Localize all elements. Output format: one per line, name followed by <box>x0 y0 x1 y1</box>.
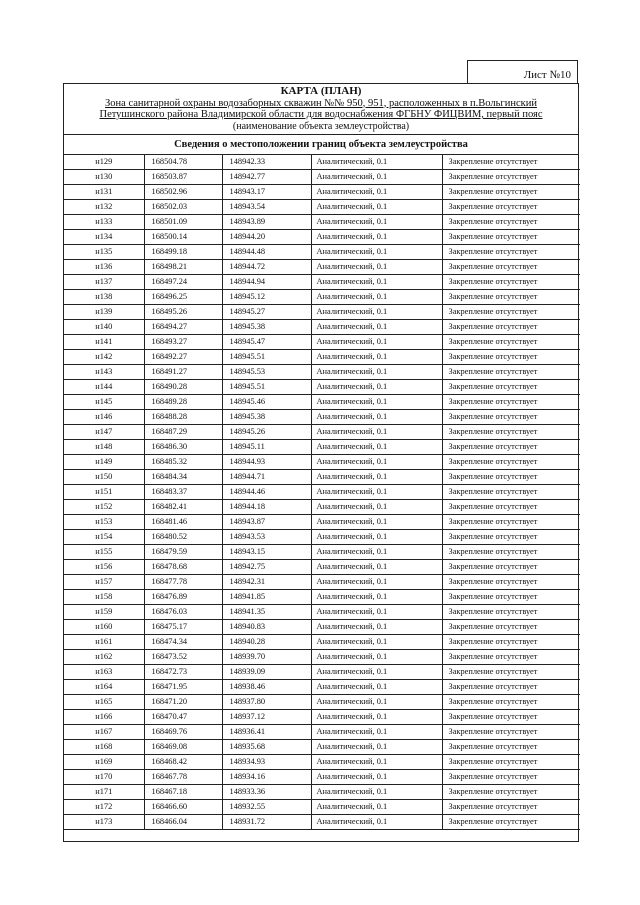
method-accuracy-cell: Аналитический, 0.1 <box>311 290 442 305</box>
y-coordinate-cell: 148935.68 <box>222 740 311 755</box>
point-id-cell: н170 <box>64 770 144 785</box>
fixation-cell: Закрепление отсутствует <box>442 785 580 800</box>
section-title: Сведения о местоположении границ объекта землеустройства <box>64 135 578 155</box>
y-coordinate-cell: 148943.15 <box>222 545 311 560</box>
method-accuracy-cell: Аналитический, 0.1 <box>311 485 442 500</box>
fixation-cell: Закрепление отсутствует <box>442 545 580 560</box>
y-coordinate-cell: 148944.93 <box>222 455 311 470</box>
point-id-cell: н131 <box>64 185 144 200</box>
table-row <box>64 605 580 620</box>
table-row <box>64 785 580 800</box>
fixation-cell: Закрепление отсутствует <box>442 695 580 710</box>
table-row <box>64 170 580 185</box>
fixation-cell: Закрепление отсутствует <box>442 770 580 785</box>
fixation-cell: Закрепление отсутствует <box>442 380 580 395</box>
y-coordinate-cell: 148940.28 <box>222 635 311 650</box>
document-frame <box>63 83 579 842</box>
x-coordinate-cell: 168490.28 <box>144 380 222 395</box>
x-coordinate-cell: 168489.28 <box>144 395 222 410</box>
x-coordinate-cell: 168469.08 <box>144 740 222 755</box>
method-accuracy-cell: Аналитический, 0.1 <box>311 245 442 260</box>
method-accuracy-cell: Аналитический, 0.1 <box>311 740 442 755</box>
point-id-cell: н130 <box>64 170 144 185</box>
table-row <box>64 515 580 530</box>
method-accuracy-cell: Аналитический, 0.1 <box>311 800 442 815</box>
method-accuracy-cell: Аналитический, 0.1 <box>311 365 442 380</box>
table-row <box>64 350 580 365</box>
x-coordinate-cell: 168497.24 <box>144 275 222 290</box>
fixation-cell: Закрепление отсутствует <box>442 800 580 815</box>
y-coordinate-cell: 148945.51 <box>222 350 311 365</box>
method-accuracy-cell: Аналитический, 0.1 <box>311 440 442 455</box>
method-accuracy-cell: Аналитический, 0.1 <box>311 785 442 800</box>
y-coordinate-cell: 148940.83 <box>222 620 311 635</box>
method-accuracy-cell: Аналитический, 0.1 <box>311 200 442 215</box>
object-name-line-1: Зона санитарной охраны водозаборных скважин №№ 950, 951, расположенных в п.Вольгинский <box>105 97 537 109</box>
fixation-cell: Закрепление отсутствует <box>442 755 580 770</box>
method-accuracy-cell: Аналитический, 0.1 <box>311 665 442 680</box>
point-id-cell: н136 <box>64 260 144 275</box>
fixation-cell: Закрепление отсутствует <box>442 365 580 380</box>
y-coordinate-cell: 148945.27 <box>222 305 311 320</box>
method-accuracy-cell: Аналитический, 0.1 <box>311 470 442 485</box>
point-id-cell: н137 <box>64 275 144 290</box>
fixation-cell: Закрепление отсутствует <box>442 335 580 350</box>
coordinates-table-body <box>64 155 580 830</box>
x-coordinate-cell: 168469.76 <box>144 725 222 740</box>
y-coordinate-cell: 148945.53 <box>222 365 311 380</box>
point-id-cell: н166 <box>64 710 144 725</box>
point-id-cell: н153 <box>64 515 144 530</box>
sheet-number-box <box>467 60 578 84</box>
fixation-cell: Закрепление отсутствует <box>442 200 580 215</box>
point-id-cell: н168 <box>64 740 144 755</box>
method-accuracy-cell: Аналитический, 0.1 <box>311 455 442 470</box>
y-coordinate-cell: 148939.70 <box>222 650 311 665</box>
fixation-cell: Закрепление отсутствует <box>442 275 580 290</box>
fixation-cell: Закрепление отсутствует <box>442 425 580 440</box>
fixation-cell: Закрепление отсутствует <box>442 530 580 545</box>
y-coordinate-cell: 148938.46 <box>222 680 311 695</box>
fixation-cell: Закрепление отсутствует <box>442 320 580 335</box>
y-coordinate-cell: 148945.26 <box>222 425 311 440</box>
y-coordinate-cell: 148939.09 <box>222 665 311 680</box>
y-coordinate-cell: 148945.38 <box>222 320 311 335</box>
table-row <box>64 575 580 590</box>
fixation-cell: Закрепление отсутствует <box>442 485 580 500</box>
method-accuracy-cell: Аналитический, 0.1 <box>311 545 442 560</box>
fixation-cell: Закрепление отсутствует <box>442 740 580 755</box>
point-id-cell: н150 <box>64 470 144 485</box>
fixation-cell: Закрепление отсутствует <box>442 155 580 170</box>
x-coordinate-cell: 168480.52 <box>144 530 222 545</box>
y-coordinate-cell: 148944.18 <box>222 500 311 515</box>
point-id-cell: н152 <box>64 500 144 515</box>
method-accuracy-cell: Аналитический, 0.1 <box>311 335 442 350</box>
y-coordinate-cell: 148931.72 <box>222 815 311 830</box>
method-accuracy-cell: Аналитический, 0.1 <box>311 590 442 605</box>
table-row <box>64 155 580 170</box>
x-coordinate-cell: 168477.78 <box>144 575 222 590</box>
point-id-cell: н169 <box>64 755 144 770</box>
fixation-cell: Закрепление отсутствует <box>442 185 580 200</box>
fixation-cell: Закрепление отсутствует <box>442 215 580 230</box>
fixation-cell: Закрепление отсутствует <box>442 680 580 695</box>
method-accuracy-cell: Аналитический, 0.1 <box>311 350 442 365</box>
y-coordinate-cell: 148944.94 <box>222 275 311 290</box>
x-coordinate-cell: 168471.20 <box>144 695 222 710</box>
table-row <box>64 245 580 260</box>
point-id-cell: н155 <box>64 545 144 560</box>
method-accuracy-cell: Аналитический, 0.1 <box>311 170 442 185</box>
table-row <box>64 230 580 245</box>
table-row <box>64 290 580 305</box>
fixation-cell: Закрепление отсутствует <box>442 575 580 590</box>
method-accuracy-cell: Аналитический, 0.1 <box>311 560 442 575</box>
table-row <box>64 755 580 770</box>
point-id-cell: н158 <box>64 590 144 605</box>
y-coordinate-cell: 148933.36 <box>222 785 311 800</box>
method-accuracy-cell: Аналитический, 0.1 <box>311 770 442 785</box>
method-accuracy-cell: Аналитический, 0.1 <box>311 305 442 320</box>
x-coordinate-cell: 168493.27 <box>144 335 222 350</box>
method-accuracy-cell: Аналитический, 0.1 <box>311 755 442 770</box>
x-coordinate-cell: 168504.78 <box>144 155 222 170</box>
point-id-cell: н163 <box>64 665 144 680</box>
x-coordinate-cell: 168494.27 <box>144 320 222 335</box>
x-coordinate-cell: 168478.68 <box>144 560 222 575</box>
point-id-cell: н129 <box>64 155 144 170</box>
table-row <box>64 815 580 830</box>
fixation-cell: Закрепление отсутствует <box>442 350 580 365</box>
table-row <box>64 530 580 545</box>
method-accuracy-cell: Аналитический, 0.1 <box>311 500 442 515</box>
y-coordinate-cell: 148945.11 <box>222 440 311 455</box>
x-coordinate-cell: 168485.32 <box>144 455 222 470</box>
fixation-cell: Закрепление отсутствует <box>442 560 580 575</box>
point-id-cell: н146 <box>64 410 144 425</box>
method-accuracy-cell: Аналитический, 0.1 <box>311 380 442 395</box>
y-coordinate-cell: 148934.93 <box>222 755 311 770</box>
point-id-cell: н143 <box>64 365 144 380</box>
table-row <box>64 680 580 695</box>
method-accuracy-cell: Аналитический, 0.1 <box>311 185 442 200</box>
fixation-cell: Закрепление отсутствует <box>442 515 580 530</box>
point-id-cell: н162 <box>64 650 144 665</box>
table-row <box>64 275 580 290</box>
point-id-cell: н139 <box>64 305 144 320</box>
method-accuracy-cell: Аналитический, 0.1 <box>311 230 442 245</box>
y-coordinate-cell: 148942.33 <box>222 155 311 170</box>
y-coordinate-cell: 148944.48 <box>222 245 311 260</box>
point-id-cell: н138 <box>64 290 144 305</box>
table-row <box>64 650 580 665</box>
point-id-cell: н133 <box>64 215 144 230</box>
y-coordinate-cell: 148945.51 <box>222 380 311 395</box>
y-coordinate-cell: 148944.71 <box>222 470 311 485</box>
x-coordinate-cell: 168488.28 <box>144 410 222 425</box>
point-id-cell: н164 <box>64 680 144 695</box>
x-coordinate-cell: 168495.26 <box>144 305 222 320</box>
y-coordinate-cell: 148943.54 <box>222 200 311 215</box>
method-accuracy-cell: Аналитический, 0.1 <box>311 575 442 590</box>
table-row <box>64 620 580 635</box>
x-coordinate-cell: 168479.59 <box>144 545 222 560</box>
point-id-cell: н159 <box>64 605 144 620</box>
method-accuracy-cell: Аналитический, 0.1 <box>311 815 442 830</box>
x-coordinate-cell: 168471.95 <box>144 680 222 695</box>
method-accuracy-cell: Аналитический, 0.1 <box>311 635 442 650</box>
x-coordinate-cell: 168503.87 <box>144 170 222 185</box>
table-row <box>64 470 580 485</box>
table-row <box>64 380 580 395</box>
x-coordinate-cell: 168491.27 <box>144 365 222 380</box>
fixation-cell: Закрепление отсутствует <box>442 605 580 620</box>
fixation-cell: Закрепление отсутствует <box>442 500 580 515</box>
table-row <box>64 695 580 710</box>
point-id-cell: н140 <box>64 320 144 335</box>
x-coordinate-cell: 168468.42 <box>144 755 222 770</box>
table-row <box>64 365 580 380</box>
method-accuracy-cell: Аналитический, 0.1 <box>311 710 442 725</box>
object-name-caption: (наименование объекта землеустройства) <box>232 120 410 132</box>
object-name-line-2: Петушинского района Владимирской области для водоснабжения ФГБНУ ФИЦВИМ, первый пояс <box>99 109 543 120</box>
method-accuracy-cell: Аналитический, 0.1 <box>311 260 442 275</box>
point-id-cell: н135 <box>64 245 144 260</box>
y-coordinate-cell: 148941.85 <box>222 590 311 605</box>
y-coordinate-cell: 148945.47 <box>222 335 311 350</box>
method-accuracy-cell: Аналитический, 0.1 <box>311 425 442 440</box>
y-coordinate-cell: 148943.87 <box>222 515 311 530</box>
method-accuracy-cell: Аналитический, 0.1 <box>311 680 442 695</box>
table-row <box>64 800 580 815</box>
y-coordinate-cell: 148942.31 <box>222 575 311 590</box>
method-accuracy-cell: Аналитический, 0.1 <box>311 155 442 170</box>
table-row <box>64 725 580 740</box>
table-row <box>64 425 580 440</box>
x-coordinate-cell: 168467.18 <box>144 785 222 800</box>
method-accuracy-cell: Аналитический, 0.1 <box>311 515 442 530</box>
fixation-cell: Закрепление отсутствует <box>442 725 580 740</box>
table-row <box>64 215 580 230</box>
x-coordinate-cell: 168472.73 <box>144 665 222 680</box>
y-coordinate-cell: 148942.77 <box>222 170 311 185</box>
x-coordinate-cell: 168481.46 <box>144 515 222 530</box>
y-coordinate-cell: 148943.53 <box>222 530 311 545</box>
x-coordinate-cell: 168482.41 <box>144 500 222 515</box>
point-id-cell: н144 <box>64 380 144 395</box>
x-coordinate-cell: 168496.25 <box>144 290 222 305</box>
y-coordinate-cell: 148936.41 <box>222 725 311 740</box>
x-coordinate-cell: 168499.18 <box>144 245 222 260</box>
y-coordinate-cell: 148937.12 <box>222 710 311 725</box>
fixation-cell: Закрепление отсутствует <box>442 590 580 605</box>
table-row <box>64 455 580 470</box>
fixation-cell: Закрепление отсутствует <box>442 290 580 305</box>
method-accuracy-cell: Аналитический, 0.1 <box>311 275 442 290</box>
table-row <box>64 710 580 725</box>
method-accuracy-cell: Аналитический, 0.1 <box>311 695 442 710</box>
x-coordinate-cell: 168467.78 <box>144 770 222 785</box>
x-coordinate-cell: 168487.29 <box>144 425 222 440</box>
x-coordinate-cell: 168470.47 <box>144 710 222 725</box>
fixation-cell: Закрепление отсутствует <box>442 260 580 275</box>
table-row <box>64 320 580 335</box>
y-coordinate-cell: 148943.17 <box>222 185 311 200</box>
method-accuracy-cell: Аналитический, 0.1 <box>311 410 442 425</box>
fixation-cell: Закрепление отсутствует <box>442 305 580 320</box>
point-id-cell: н167 <box>64 725 144 740</box>
point-id-cell: н151 <box>64 485 144 500</box>
table-row <box>64 410 580 425</box>
table-row <box>64 770 580 785</box>
y-coordinate-cell: 148944.20 <box>222 230 311 245</box>
point-id-cell: н160 <box>64 620 144 635</box>
method-accuracy-cell: Аналитический, 0.1 <box>311 215 442 230</box>
point-id-cell: н173 <box>64 815 144 830</box>
table-row <box>64 395 580 410</box>
table-row <box>64 500 580 515</box>
x-coordinate-cell: 168466.04 <box>144 815 222 830</box>
table-row <box>64 305 580 320</box>
sheet-label: Лист №10 <box>523 69 571 81</box>
point-id-cell: н141 <box>64 335 144 350</box>
table-row <box>64 560 580 575</box>
fixation-cell: Закрепление отсутствует <box>442 620 580 635</box>
y-coordinate-cell: 148932.55 <box>222 800 311 815</box>
fixation-cell: Закрепление отсутствует <box>442 665 580 680</box>
y-coordinate-cell: 148944.46 <box>222 485 311 500</box>
table-row <box>64 635 580 650</box>
point-id-cell: н171 <box>64 785 144 800</box>
fixation-cell: Закрепление отсутствует <box>442 395 580 410</box>
x-coordinate-cell: 168500.14 <box>144 230 222 245</box>
x-coordinate-cell: 168474.34 <box>144 635 222 650</box>
method-accuracy-cell: Аналитический, 0.1 <box>311 530 442 545</box>
method-accuracy-cell: Аналитический, 0.1 <box>311 395 442 410</box>
point-id-cell: н132 <box>64 200 144 215</box>
method-accuracy-cell: Аналитический, 0.1 <box>311 620 442 635</box>
table-row <box>64 440 580 455</box>
point-id-cell: н154 <box>64 530 144 545</box>
y-coordinate-cell: 148942.75 <box>222 560 311 575</box>
table-row <box>64 185 580 200</box>
x-coordinate-cell: 168502.96 <box>144 185 222 200</box>
fixation-cell: Закрепление отсутствует <box>442 650 580 665</box>
table-row <box>64 545 580 560</box>
point-id-cell: н147 <box>64 425 144 440</box>
fixation-cell: Закрепление отсутствует <box>442 470 580 485</box>
document-header <box>64 84 578 135</box>
point-id-cell: н148 <box>64 440 144 455</box>
x-coordinate-cell: 168475.17 <box>144 620 222 635</box>
table-row <box>64 590 580 605</box>
x-coordinate-cell: 168501.09 <box>144 215 222 230</box>
x-coordinate-cell: 168498.21 <box>144 260 222 275</box>
fixation-cell: Закрепление отсутствует <box>442 440 580 455</box>
x-coordinate-cell: 168476.89 <box>144 590 222 605</box>
document-title: КАРТА (ПЛАН) <box>280 85 362 97</box>
fixation-cell: Закрепление отсутствует <box>442 170 580 185</box>
point-id-cell: н142 <box>64 350 144 365</box>
point-id-cell: н145 <box>64 395 144 410</box>
x-coordinate-cell: 168492.27 <box>144 350 222 365</box>
fixation-cell: Закрепление отсутствует <box>442 245 580 260</box>
y-coordinate-cell: 148945.12 <box>222 290 311 305</box>
point-id-cell: н156 <box>64 560 144 575</box>
x-coordinate-cell: 168502.03 <box>144 200 222 215</box>
table-row <box>64 740 580 755</box>
fixation-cell: Закрепление отсутствует <box>442 815 580 830</box>
x-coordinate-cell: 168476.03 <box>144 605 222 620</box>
point-id-cell: н149 <box>64 455 144 470</box>
point-id-cell: н161 <box>64 635 144 650</box>
fixation-cell: Закрепление отсутствует <box>442 410 580 425</box>
point-id-cell: н165 <box>64 695 144 710</box>
point-id-cell: н157 <box>64 575 144 590</box>
point-id-cell: н134 <box>64 230 144 245</box>
table-row <box>64 200 580 215</box>
fixation-cell: Закрепление отсутствует <box>442 230 580 245</box>
y-coordinate-cell: 148943.89 <box>222 215 311 230</box>
coordinates-table <box>64 155 580 830</box>
method-accuracy-cell: Аналитический, 0.1 <box>311 725 442 740</box>
point-id-cell: н172 <box>64 800 144 815</box>
method-accuracy-cell: Аналитический, 0.1 <box>311 320 442 335</box>
y-coordinate-cell: 148945.38 <box>222 410 311 425</box>
y-coordinate-cell: 148941.35 <box>222 605 311 620</box>
x-coordinate-cell: 168483.37 <box>144 485 222 500</box>
y-coordinate-cell: 148945.46 <box>222 395 311 410</box>
y-coordinate-cell: 148944.72 <box>222 260 311 275</box>
table-row <box>64 335 580 350</box>
method-accuracy-cell: Аналитический, 0.1 <box>311 605 442 620</box>
x-coordinate-cell: 168484.34 <box>144 470 222 485</box>
table-row <box>64 260 580 275</box>
table-row <box>64 485 580 500</box>
y-coordinate-cell: 148937.80 <box>222 695 311 710</box>
x-coordinate-cell: 168486.30 <box>144 440 222 455</box>
y-coordinate-cell: 148934.16 <box>222 770 311 785</box>
fixation-cell: Закрепление отсутствует <box>442 635 580 650</box>
fixation-cell: Закрепление отсутствует <box>442 710 580 725</box>
x-coordinate-cell: 168473.52 <box>144 650 222 665</box>
method-accuracy-cell: Аналитический, 0.1 <box>311 650 442 665</box>
fixation-cell: Закрепление отсутствует <box>442 455 580 470</box>
table-row <box>64 665 580 680</box>
x-coordinate-cell: 168466.60 <box>144 800 222 815</box>
